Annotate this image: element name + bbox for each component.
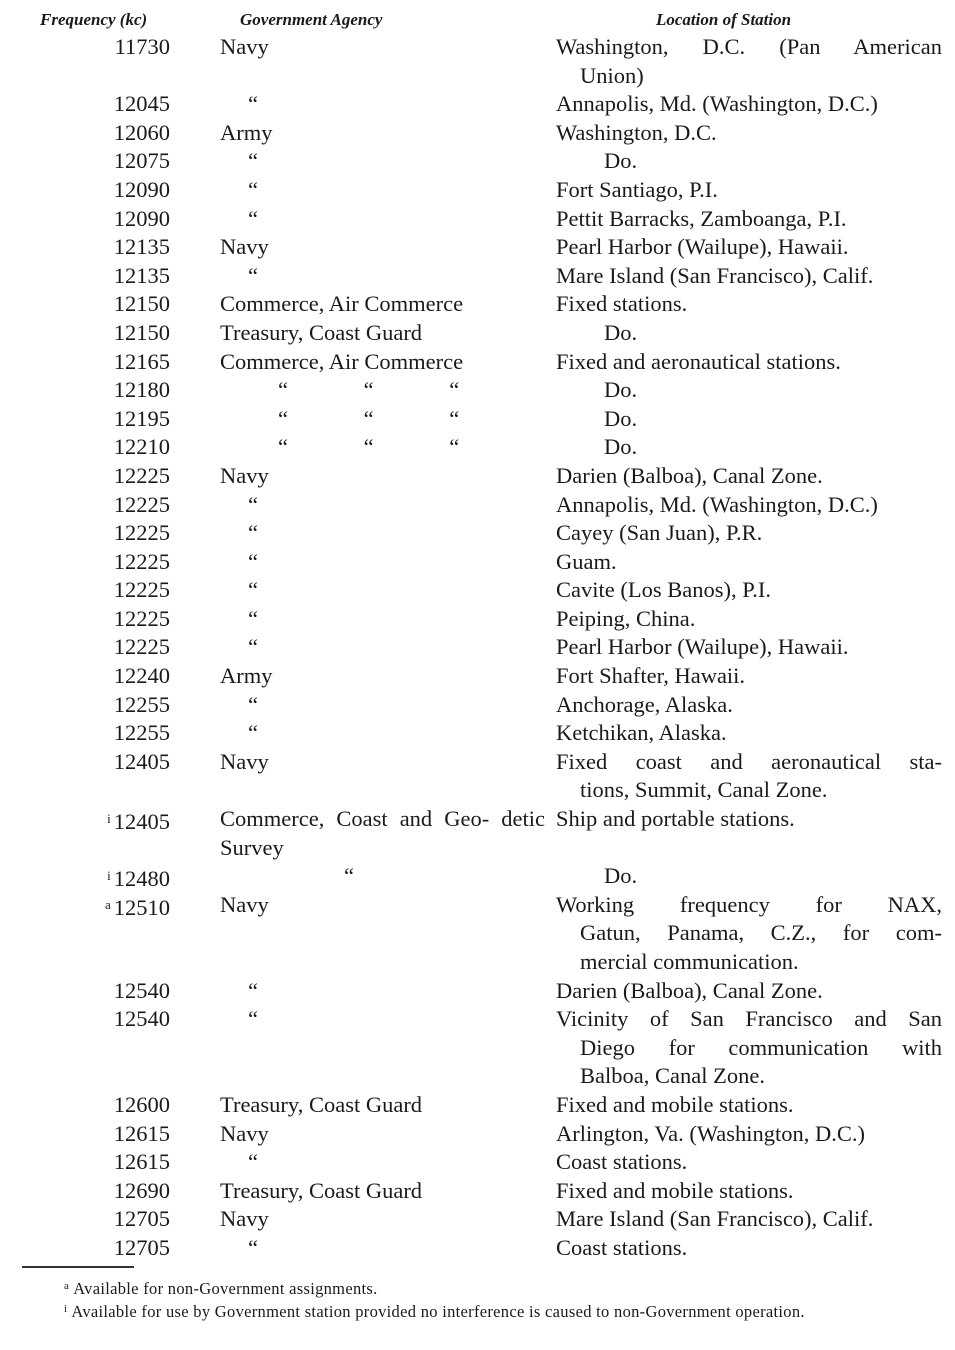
frequency-value: 12705 — [113, 1234, 170, 1260]
footnote-i — [18, 1299, 943, 1322]
table-row — [0, 290, 955, 319]
location-cell — [556, 1148, 942, 1177]
location-cell — [556, 1091, 942, 1120]
table-row — [0, 376, 955, 405]
table-row — [0, 491, 955, 520]
agency-cell: “ — [248, 548, 258, 574]
frequency-cell — [115, 33, 170, 62]
agency-cell: Navy — [220, 234, 269, 260]
location-cell — [556, 119, 942, 148]
table-row — [0, 576, 955, 605]
frequency-value: 12135 — [113, 262, 170, 288]
footnote-mark: a — [104, 896, 111, 912]
frequency-value: 12480 — [113, 866, 170, 892]
location-cell — [556, 548, 942, 577]
frequency-cell — [114, 1234, 170, 1263]
location-line: Pearl Harbor (Wailupe), Hawaii. — [556, 234, 849, 260]
table-row — [0, 1205, 955, 1234]
location-cell — [556, 348, 942, 377]
frequency-value: 12225 — [113, 491, 170, 517]
frequency-value: 12135 — [113, 234, 170, 260]
frequency-cell — [114, 462, 170, 491]
frequency-cell — [114, 147, 170, 176]
agency-cell: Navy — [220, 462, 269, 488]
table-row — [0, 348, 955, 377]
agency-cell: “ “ “ — [278, 434, 460, 460]
agency-cell: “ — [248, 491, 258, 517]
frequency-value: 12075 — [113, 148, 170, 174]
location-line: Mare Island (San Francisco), Calif. — [556, 262, 874, 288]
table-row — [0, 862, 955, 891]
location-line: Guam. — [556, 548, 617, 574]
agency-cell: Navy — [220, 748, 269, 774]
frequency-cell — [114, 90, 170, 119]
location-cell — [556, 262, 942, 291]
frequency-cell — [107, 805, 170, 837]
location-cell — [556, 319, 942, 348]
table-row — [0, 719, 955, 748]
location-cell — [556, 205, 942, 234]
frequency-value: 12150 — [113, 291, 170, 317]
agency-cell: Commerce, Coast and Geo- detic Survey — [220, 806, 545, 860]
location-cell — [556, 233, 942, 262]
column-header-agency: Government Agency — [240, 10, 383, 29]
footnotes — [18, 1276, 943, 1322]
agency-cell: Navy — [220, 1206, 269, 1232]
location-line: Darien (Balboa), Canal Zone. — [556, 977, 823, 1003]
frequency-cell — [114, 719, 170, 748]
frequency-cell — [114, 1005, 170, 1034]
frequency-cell — [107, 862, 170, 894]
table-row — [0, 662, 955, 691]
location-line: Ketchikan, Alaska. — [556, 720, 727, 746]
location-line: Diego for communication with — [580, 1034, 942, 1060]
frequency-cell — [114, 548, 170, 577]
location-line: Peiping, China. — [556, 605, 696, 631]
frequency-cell — [114, 262, 170, 291]
table-row — [0, 262, 955, 291]
table-row — [0, 33, 955, 90]
location-line: Cavite (Los Banos), P.I. — [556, 577, 771, 603]
location-cell — [556, 691, 942, 720]
table-row — [0, 1091, 955, 1120]
column-header-location: Location of Station — [656, 10, 792, 29]
agency-cell: “ — [248, 262, 258, 288]
footnote-a — [18, 1276, 943, 1299]
location-line: Working frequency for NAX, — [556, 891, 942, 917]
agency-cell: Commerce, Air Commerce — [220, 348, 464, 374]
table-row — [0, 633, 955, 662]
frequency-cell — [114, 376, 170, 405]
table-row — [0, 891, 955, 977]
location-line: Do. — [604, 377, 638, 403]
location-line: Cayey (San Juan), P.R. — [556, 520, 763, 546]
agency-cell: “ — [248, 577, 258, 603]
agency-cell: “ “ “ — [278, 405, 460, 431]
location-line: Arlington, Va. (Washington, D.C.) — [556, 1120, 866, 1146]
location-cell — [556, 1005, 942, 1091]
frequency-cell — [114, 1205, 170, 1234]
column-header-frequency: Frequency (kc) — [40, 10, 148, 29]
agency-cell: “ “ “ — [278, 377, 460, 403]
agency-cell: Navy — [220, 34, 269, 59]
frequency-cell — [114, 633, 170, 662]
location-line: mercial communication. — [580, 949, 799, 974]
agency-cell: “ — [248, 148, 258, 174]
location-cell — [556, 576, 942, 605]
frequency-value: 12045 — [113, 91, 170, 117]
location-line: Do. — [604, 863, 638, 889]
location-cell — [556, 405, 942, 434]
frequency-cell — [114, 1091, 170, 1120]
location-line: Pettit Barracks, Zamboanga, P.I. — [556, 205, 847, 231]
agency-cell: Treasury, Coast Guard — [220, 319, 423, 345]
frequency-value: 12225 — [113, 548, 170, 574]
agency-cell: “ — [248, 520, 258, 546]
frequency-cell — [114, 205, 170, 234]
location-cell — [556, 1205, 942, 1234]
location-cell — [556, 433, 942, 462]
frequency-table — [0, 33, 955, 1263]
table-row — [0, 1005, 955, 1091]
table-row — [0, 1120, 955, 1149]
agency-cell: “ — [248, 691, 258, 717]
table-row — [0, 1148, 955, 1177]
table-header — [0, 8, 955, 34]
frequency-value: 12705 — [113, 1206, 170, 1232]
frequency-value: 12225 — [113, 462, 170, 488]
agency-cell: Navy — [220, 1120, 269, 1146]
frequency-value: 12060 — [113, 119, 170, 145]
frequency-cell — [114, 977, 170, 1006]
frequency-cell — [114, 290, 170, 319]
location-cell — [556, 891, 942, 977]
location-cell — [556, 290, 942, 319]
frequency-value: 12615 — [113, 1120, 170, 1146]
frequency-value: 12690 — [113, 1177, 170, 1203]
table-row — [0, 147, 955, 176]
frequency-value: 12240 — [113, 663, 170, 689]
location-cell — [556, 719, 942, 748]
location-line: Balboa, Canal Zone. — [580, 1063, 765, 1089]
location-line: Do. — [604, 405, 638, 431]
location-cell — [556, 1234, 942, 1263]
table-row — [0, 605, 955, 634]
frequency-cell — [114, 348, 170, 377]
table-row — [0, 176, 955, 205]
agency-cell: “ — [248, 605, 258, 631]
frequency-value: 12150 — [113, 319, 170, 345]
location-line: Coast stations. — [556, 1234, 688, 1260]
frequency-value: 12225 — [113, 605, 170, 631]
table-row — [0, 205, 955, 234]
table-row — [0, 805, 955, 862]
location-line: Union) — [580, 62, 644, 88]
agency-cell: “ — [248, 205, 258, 231]
frequency-value: 12195 — [113, 405, 170, 431]
frequency-value: 11730 — [114, 34, 170, 59]
location-line: Fort Santiago, P.I. — [556, 176, 718, 202]
agency-cell: Navy — [220, 891, 269, 917]
location-cell — [556, 748, 942, 805]
frequency-cell — [114, 576, 170, 605]
location-line: Annapolis, Md. (Washington, D.C.) — [556, 491, 878, 517]
location-line: Do. — [604, 434, 638, 460]
agency-cell: Army — [220, 119, 273, 145]
location-cell — [556, 491, 942, 520]
table-row — [0, 319, 955, 348]
frequency-value: 12405 — [113, 809, 170, 835]
frequency-value: 12540 — [113, 1006, 170, 1032]
table-row — [0, 1177, 955, 1206]
frequency-cell — [114, 119, 170, 148]
location-cell — [556, 33, 942, 90]
frequency-value: 12510 — [113, 894, 170, 920]
agency-cell: “ — [248, 176, 258, 202]
location-line: Fixed and mobile stations. — [556, 1092, 794, 1117]
frequency-value: 12600 — [113, 1092, 170, 1117]
agency-cell: Commerce, Air Commerce — [220, 291, 464, 317]
location-line: tions, Summit, Canal Zone. — [580, 777, 828, 803]
location-line: Annapolis, Md. (Washington, D.C.) — [556, 91, 878, 117]
agency-cell: Army — [220, 663, 273, 689]
location-cell — [556, 176, 942, 205]
frequency-cell — [114, 433, 170, 462]
location-line: Darien (Balboa), Canal Zone. — [556, 462, 823, 488]
frequency-value: 12180 — [113, 377, 170, 403]
location-line: Fixed coast and aeronautical sta- — [556, 748, 942, 774]
location-line: Fixed stations. — [556, 291, 688, 317]
footnote-text: Available for use by Government station provided no interference is caused to non-Government operation. — [71, 1302, 805, 1321]
footnote-text: Available for non-Government assignments. — [73, 1279, 378, 1298]
frequency-value: 12255 — [113, 720, 170, 746]
agency-cell: “ — [344, 863, 354, 889]
footnote-rule — [22, 1266, 134, 1268]
location-line: Washington, D.C. (Pan American — [556, 34, 942, 59]
table-row — [0, 405, 955, 434]
frequency-value: 12405 — [113, 748, 170, 774]
frequency-cell — [114, 748, 170, 777]
frequency-value: 12255 — [113, 691, 170, 717]
frequency-cell — [114, 319, 170, 348]
frequency-value: 12225 — [113, 634, 170, 660]
frequency-cell — [114, 491, 170, 520]
frequency-cell — [105, 891, 170, 923]
location-cell — [556, 805, 942, 834]
frequency-value: 12165 — [113, 348, 170, 374]
location-cell — [556, 862, 942, 891]
location-line: Fixed and mobile stations. — [556, 1177, 794, 1203]
table-row — [0, 462, 955, 491]
location-cell — [556, 519, 942, 548]
frequency-cell — [114, 1148, 170, 1177]
table-row — [0, 691, 955, 720]
table-row — [0, 748, 955, 805]
location-line: Coast stations. — [556, 1149, 688, 1175]
frequency-value: 12615 — [113, 1149, 170, 1175]
location-cell — [556, 376, 942, 405]
location-line: Ship and portable stations. — [556, 806, 795, 832]
frequency-cell — [114, 1120, 170, 1149]
frequency-cell — [114, 605, 170, 634]
table-row — [0, 977, 955, 1006]
frequency-cell — [114, 691, 170, 720]
agency-cell: Treasury, Coast Guard — [220, 1177, 423, 1203]
location-cell — [556, 633, 942, 662]
frequency-value: 12090 — [113, 205, 170, 231]
location-cell — [556, 1177, 942, 1206]
footnote-mark: a — [64, 1280, 70, 1292]
agency-cell: “ — [248, 1149, 258, 1175]
table-row — [0, 119, 955, 148]
footnote-mark: i — [107, 811, 111, 827]
agency-cell: “ — [248, 720, 258, 746]
table-row — [0, 90, 955, 119]
frequency-cell — [114, 233, 170, 262]
agency-cell: “ — [248, 1234, 258, 1260]
location-cell — [556, 462, 942, 491]
location-cell — [556, 1120, 942, 1149]
location-line: Washington, D.C. — [556, 119, 717, 145]
frequency-value: 12225 — [113, 520, 170, 546]
agency-cell: “ — [248, 977, 258, 1003]
frequency-cell — [114, 662, 170, 691]
frequency-value: 12225 — [113, 577, 170, 603]
location-line: Gatun, Panama, C.Z., for com- — [580, 920, 942, 946]
location-cell — [556, 605, 942, 634]
location-line: Mare Island (San Francisco), Calif. — [556, 1206, 874, 1232]
table-row — [0, 233, 955, 262]
location-line: Anchorage, Alaska. — [556, 691, 733, 717]
frequency-cell — [114, 405, 170, 434]
frequency-value: 12540 — [113, 977, 170, 1003]
footnote-mark: i — [64, 1303, 68, 1315]
frequency-cell — [114, 176, 170, 205]
location-cell — [556, 662, 942, 691]
agency-cell: “ — [248, 1006, 258, 1032]
location-line: Fort Shafter, Hawaii. — [556, 663, 746, 689]
table-row — [0, 1234, 955, 1263]
agency-cell: Treasury, Coast Guard — [220, 1092, 423, 1117]
frequency-cell — [114, 519, 170, 548]
agency-cell: “ — [248, 91, 258, 117]
frequency-value: 12090 — [113, 176, 170, 202]
table-row — [0, 433, 955, 462]
location-line: Vicinity of San Francisco and San — [556, 1006, 942, 1032]
location-line: Fixed and aeronautical stations. — [556, 348, 841, 374]
agency-cell: “ — [248, 634, 258, 660]
location-line: Pearl Harbor (Wailupe), Hawaii. — [556, 634, 849, 660]
location-line: Do. — [604, 319, 638, 345]
table-row — [0, 519, 955, 548]
location-cell — [556, 90, 942, 119]
footnote-mark: i — [107, 868, 111, 884]
frequency-value: 12210 — [113, 434, 170, 460]
location-cell — [556, 977, 942, 1006]
location-cell — [556, 147, 942, 176]
frequency-cell — [114, 1177, 170, 1206]
table-row — [0, 548, 955, 577]
location-line: Do. — [604, 148, 638, 174]
